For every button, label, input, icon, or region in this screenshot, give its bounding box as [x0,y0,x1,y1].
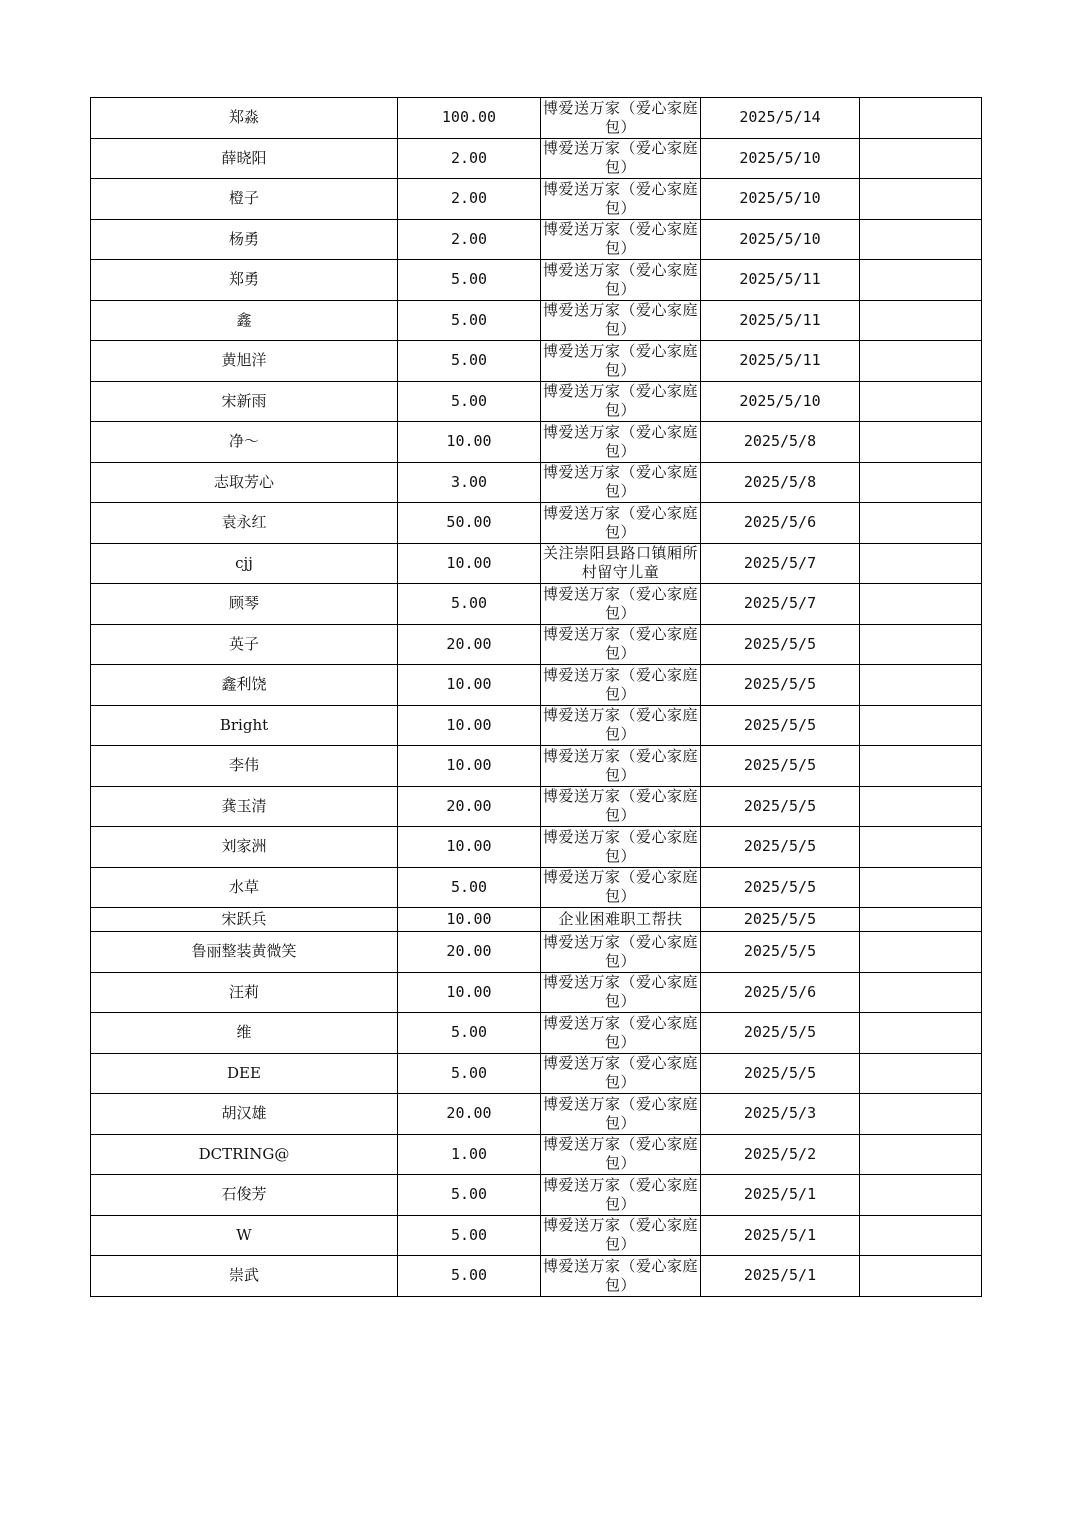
note-cell [860,179,982,220]
note-cell [860,972,982,1013]
date-cell: 2025/5/5 [701,786,860,827]
purpose-cell: 博爱送万家（爱心家庭包） [541,786,701,827]
amount-cell: 5.00 [398,381,541,422]
donor-name-cell: 崇武 [91,1256,398,1297]
date-cell: 2025/5/3 [701,1094,860,1135]
amount-cell: 5.00 [398,867,541,908]
note-cell [860,624,982,665]
note-cell [860,260,982,301]
amount-cell: 10.00 [398,422,541,463]
purpose-cell: 博爱送万家（爱心家庭包） [541,219,701,260]
purpose-cell: 博爱送万家（爱心家庭包） [541,422,701,463]
purpose-cell: 博爱送万家（爱心家庭包） [541,827,701,868]
donor-name-cell: 水草 [91,867,398,908]
note-cell [860,786,982,827]
donation-table [90,97,982,1297]
date-cell: 2025/5/11 [701,300,860,341]
donor-name-cell: 郑勇 [91,260,398,301]
amount-cell: 10.00 [398,665,541,706]
note-cell [860,1013,982,1054]
donor-name-cell: Bright [91,705,398,746]
note-cell [860,219,982,260]
amount-cell: 5.00 [398,584,541,625]
date-cell: 2025/5/5 [701,1013,860,1054]
table-row [91,1215,982,1256]
amount-cell: 3.00 [398,462,541,503]
note-cell [860,1175,982,1216]
table-row [91,98,982,139]
purpose-cell: 博爱送万家（爱心家庭包） [541,300,701,341]
purpose-cell: 博爱送万家（爱心家庭包） [541,972,701,1013]
donor-name-cell: 志取芳心 [91,462,398,503]
donor-name-cell: DCTRING@ [91,1134,398,1175]
purpose-cell: 博爱送万家（爱心家庭包） [541,584,701,625]
purpose-cell: 博爱送万家（爱心家庭包） [541,462,701,503]
table-row [91,300,982,341]
date-cell: 2025/5/5 [701,624,860,665]
note-cell [860,1134,982,1175]
table-row [91,543,982,584]
table-row [91,746,982,787]
note-cell [860,584,982,625]
table-row [91,786,982,827]
purpose-cell: 博爱送万家（爱心家庭包） [541,503,701,544]
amount-cell: 5.00 [398,1013,541,1054]
donor-name-cell: cjj [91,543,398,584]
purpose-cell: 博爱送万家（爱心家庭包） [541,1013,701,1054]
note-cell [860,543,982,584]
table-row [91,932,982,973]
date-cell: 2025/5/5 [701,746,860,787]
table-row [91,665,982,706]
donor-name-cell: W [91,1215,398,1256]
date-cell: 2025/5/1 [701,1215,860,1256]
note-cell [860,300,982,341]
donor-name-cell: 鑫 [91,300,398,341]
amount-cell: 10.00 [398,543,541,584]
table-row [91,1134,982,1175]
purpose-cell: 博爱送万家（爱心家庭包） [541,932,701,973]
table-row [91,908,982,932]
purpose-cell: 博爱送万家（爱心家庭包） [541,1053,701,1094]
note-cell [860,932,982,973]
date-cell: 2025/5/7 [701,584,860,625]
donor-name-cell: 袁永红 [91,503,398,544]
table-row [91,381,982,422]
amount-cell: 1.00 [398,1134,541,1175]
donor-name-cell: 鲁丽整装黄微笑 [91,932,398,973]
amount-cell: 2.00 [398,219,541,260]
donation-table-body [91,98,982,1297]
donor-name-cell: 胡汉雄 [91,1094,398,1135]
note-cell [860,462,982,503]
date-cell: 2025/5/10 [701,219,860,260]
note-cell [860,908,982,932]
donor-name-cell: 净～ [91,422,398,463]
amount-cell: 10.00 [398,705,541,746]
amount-cell: 10.00 [398,746,541,787]
amount-cell: 20.00 [398,932,541,973]
date-cell: 2025/5/5 [701,665,860,706]
amount-cell: 5.00 [398,1215,541,1256]
note-cell [860,1053,982,1094]
note-cell [860,422,982,463]
donor-name-cell: 英子 [91,624,398,665]
donor-name-cell: 顾琴 [91,584,398,625]
date-cell: 2025/5/1 [701,1175,860,1216]
date-cell: 2025/5/11 [701,260,860,301]
donor-name-cell: 宋跃兵 [91,908,398,932]
amount-cell: 5.00 [398,1256,541,1297]
note-cell [860,867,982,908]
table-row [91,867,982,908]
purpose-cell: 博爱送万家（爱心家庭包） [541,624,701,665]
date-cell: 2025/5/2 [701,1134,860,1175]
donor-name-cell: 薛晓阳 [91,138,398,179]
purpose-cell: 博爱送万家（爱心家庭包） [541,1256,701,1297]
note-cell [860,341,982,382]
table-row [91,1013,982,1054]
table-row [91,972,982,1013]
date-cell: 2025/5/10 [701,179,860,220]
table-row [91,1094,982,1135]
table-row [91,827,982,868]
donor-name-cell: 宋新雨 [91,381,398,422]
table-row [91,624,982,665]
note-cell [860,503,982,544]
amount-cell: 5.00 [398,1175,541,1216]
donor-name-cell: 杨勇 [91,219,398,260]
date-cell: 2025/5/6 [701,972,860,1013]
note-cell [860,705,982,746]
purpose-cell: 博爱送万家（爱心家庭包） [541,1094,701,1135]
purpose-cell: 关注崇阳县路口镇厢所村留守儿童 [541,543,701,584]
purpose-cell: 博爱送万家（爱心家庭包） [541,1134,701,1175]
date-cell: 2025/5/5 [701,908,860,932]
amount-cell: 2.00 [398,138,541,179]
date-cell: 2025/5/10 [701,138,860,179]
note-cell [860,1215,982,1256]
amount-cell: 10.00 [398,972,541,1013]
note-cell [860,98,982,139]
amount-cell: 5.00 [398,260,541,301]
date-cell: 2025/5/14 [701,98,860,139]
date-cell: 2025/5/1 [701,1256,860,1297]
date-cell: 2025/5/5 [701,705,860,746]
table-row [91,503,982,544]
date-cell: 2025/5/7 [701,543,860,584]
amount-cell: 50.00 [398,503,541,544]
table-row [91,584,982,625]
table-row [91,138,982,179]
purpose-cell: 博爱送万家（爱心家庭包） [541,705,701,746]
table-row [91,179,982,220]
table-row [91,260,982,301]
purpose-cell: 博爱送万家（爱心家庭包） [541,867,701,908]
amount-cell: 20.00 [398,624,541,665]
purpose-cell: 博爱送万家（爱心家庭包） [541,138,701,179]
donor-name-cell: 维 [91,1013,398,1054]
date-cell: 2025/5/6 [701,503,860,544]
donor-name-cell: 龚玉清 [91,786,398,827]
date-cell: 2025/5/11 [701,341,860,382]
donor-name-cell: 汪莉 [91,972,398,1013]
date-cell: 2025/5/5 [701,827,860,868]
amount-cell: 20.00 [398,786,541,827]
donor-name-cell: 郑淼 [91,98,398,139]
note-cell [860,746,982,787]
note-cell [860,665,982,706]
note-cell [860,381,982,422]
donor-name-cell: 鑫利饶 [91,665,398,706]
purpose-cell: 博爱送万家（爱心家庭包） [541,665,701,706]
table-row [91,1175,982,1216]
amount-cell: 5.00 [398,300,541,341]
purpose-cell: 企业困难职工帮扶 [541,908,701,932]
donor-name-cell: 刘家洲 [91,827,398,868]
note-cell [860,1094,982,1135]
table-row [91,1256,982,1297]
note-cell [860,138,982,179]
purpose-cell: 博爱送万家（爱心家庭包） [541,1215,701,1256]
amount-cell: 100.00 [398,98,541,139]
amount-cell: 20.00 [398,1094,541,1135]
purpose-cell: 博爱送万家（爱心家庭包） [541,1175,701,1216]
date-cell: 2025/5/5 [701,867,860,908]
date-cell: 2025/5/5 [701,1053,860,1094]
purpose-cell: 博爱送万家（爱心家庭包） [541,341,701,382]
table-row [91,1053,982,1094]
date-cell: 2025/5/8 [701,462,860,503]
note-cell [860,1256,982,1297]
purpose-cell: 博爱送万家（爱心家庭包） [541,260,701,301]
table-row [91,462,982,503]
amount-cell: 5.00 [398,341,541,382]
donor-name-cell: 橙子 [91,179,398,220]
donor-name-cell: 石俊芳 [91,1175,398,1216]
amount-cell: 10.00 [398,827,541,868]
donor-name-cell: 李伟 [91,746,398,787]
amount-cell: 2.00 [398,179,541,220]
date-cell: 2025/5/10 [701,381,860,422]
table-row [91,422,982,463]
amount-cell: 5.00 [398,1053,541,1094]
purpose-cell: 博爱送万家（爱心家庭包） [541,98,701,139]
purpose-cell: 博爱送万家（爱心家庭包） [541,746,701,787]
table-row [91,705,982,746]
donor-name-cell: DEE [91,1053,398,1094]
amount-cell: 10.00 [398,908,541,932]
date-cell: 2025/5/5 [701,932,860,973]
table-row [91,341,982,382]
purpose-cell: 博爱送万家（爱心家庭包） [541,381,701,422]
donor-name-cell: 黄旭洋 [91,341,398,382]
date-cell: 2025/5/8 [701,422,860,463]
note-cell [860,827,982,868]
purpose-cell: 博爱送万家（爱心家庭包） [541,179,701,220]
table-row [91,219,982,260]
